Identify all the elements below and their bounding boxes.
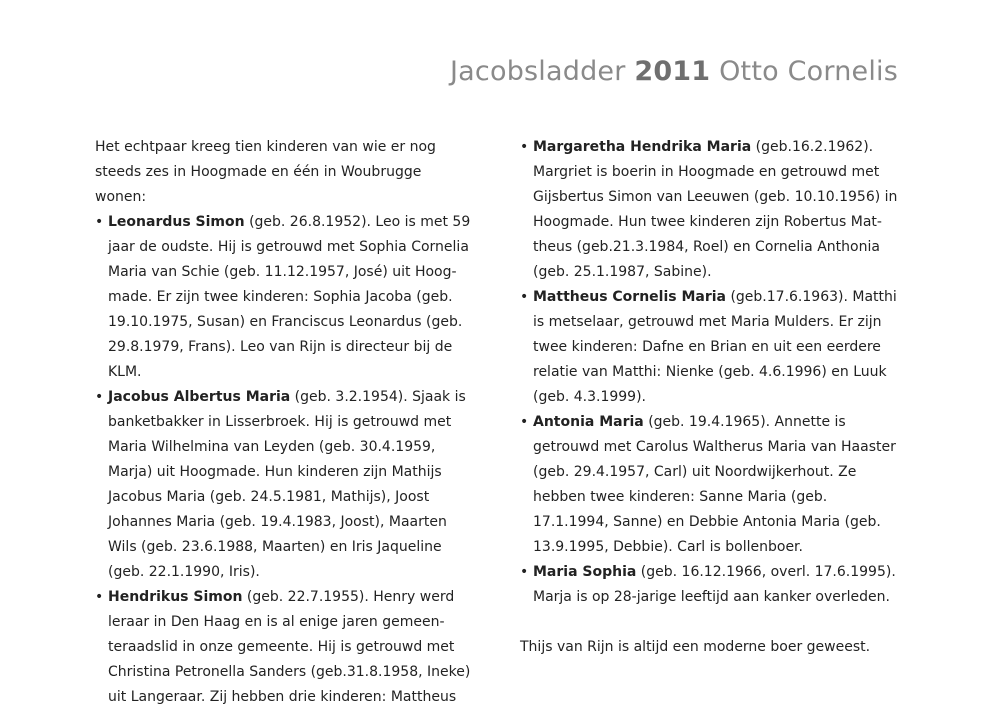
intro-paragraph: Het echtpaar kreeg tien kinderen van wie er nog steeds zes in Hoogmade en één in Woubrugge wonen:	[95, 139, 436, 205]
child-name: Jacobus Albertus Maria	[108, 389, 291, 405]
child-name: Mattheus Cornelis Maria	[533, 289, 726, 305]
list-item	[520, 410, 902, 560]
child-name: Maria Sophia	[533, 564, 637, 580]
bullet: •	[95, 389, 104, 405]
list-item	[95, 585, 475, 710]
child-name: Antonia Maria	[533, 414, 644, 430]
right-column	[520, 135, 902, 660]
bullet: •	[520, 414, 529, 430]
header-title-prefix: Jacobsladder	[450, 56, 626, 87]
outro-paragraph: Thijs van Rijn is altijd een moderne boer geweest.	[520, 639, 871, 655]
page-header	[450, 56, 898, 87]
child-details: (geb.16.2.1962). Margriet is boerin in Hoogmade en getrouwd met Gijsbertus Simon van Leeuwen (geb. 10.10.1956) in Hoogmade. Hun twee kinderen zijn Robertus Mat-theus (geb.21.3.1984, Roel) en Cornelia Anthonia (geb. 25.1.1987, Sabine).	[533, 139, 898, 280]
list-item	[520, 135, 902, 285]
left-column	[95, 135, 475, 710]
header-year: 2011	[634, 56, 711, 87]
child-name: Margaretha Hendrika Maria	[533, 139, 752, 155]
list-item	[95, 210, 475, 385]
bullet: •	[95, 589, 104, 605]
list-item	[520, 285, 902, 410]
child-details: (geb. 16.12.1966, overl. 17.6.1995). Marja is op 28-jarige leeftijd aan kanker overleden.	[533, 564, 896, 605]
child-details: (geb. 26.8.1952). Leo is met 59 jaar de oudste. Hij is getrouwd met Sophia Cornelia Maria van Schie (geb. 11.12.1957, José) uit Hoog-made. Er zijn twee kinderen: Sophia Jacoba (geb. 19.10.1975, Susan) en Franciscus Leonardus (geb. 29.8.1979, Frans). Leo van Rijn is directeur bij de KLM.	[108, 214, 471, 380]
child-name: Hendrikus Simon	[108, 589, 243, 605]
child-details: (geb. 19.4.1965). Annette is getrouwd met Carolus Waltherus Maria van Haaster (geb. 29.4.1957, Carl) uit Noordwijkerhout. Ze hebben twee kinderen: Sanne Maria (geb. 17.1.1994, Sanne) en Debbie Antonia Maria (geb. 13.9.1995, Debbie). Carl is bollenboer.	[533, 414, 896, 555]
bullet: •	[520, 564, 529, 580]
child-details: (geb. 3.2.1954). Sjaak is banketbakker in Lisserbroek. Hij is getrouwd met Maria Wilhelmina van Leyden (geb. 30.4.1959, Marja) uit Hoogmade. Hun kinderen zijn Mathijs Jacobus Maria (geb. 24.5.1981, Mathijs), Joost Johannes Maria (geb. 19.4.1983, Joost), Maarten Wils (geb. 23.6.1988, Maarten) en Iris Jaqueline (geb. 22.1.1990, Iris).	[108, 389, 466, 580]
bullet: •	[520, 139, 529, 155]
child-details: (geb. 22.7.1955). Henry werd leraar in Den Haag en is al enige jaren gemeen-teraadslid in onze gemeente. Hij is getrouwd met Christina Petronella Sanders (geb.31.8.1958, Ineke) uit Langeraar. Zij hebben drie kinderen: Mattheus	[108, 589, 471, 705]
bullet: •	[520, 289, 529, 305]
child-name: Leonardus Simon	[108, 214, 245, 230]
bullet: •	[95, 214, 104, 230]
paragraph-gap	[520, 610, 902, 635]
header-title-suffix: Otto Cornelis	[719, 56, 898, 87]
list-item	[520, 560, 902, 610]
child-details: (geb.17.6.1963). Matthi is metselaar, getrouwd met Maria Mulders. Er zijn twee kinderen: Dafne en Brian en uit een eerdere relatie van Matthi: Nienke (geb. 4.6.1996) en Luuk (geb. 4.3.1999).	[533, 289, 897, 405]
list-item	[95, 385, 475, 585]
